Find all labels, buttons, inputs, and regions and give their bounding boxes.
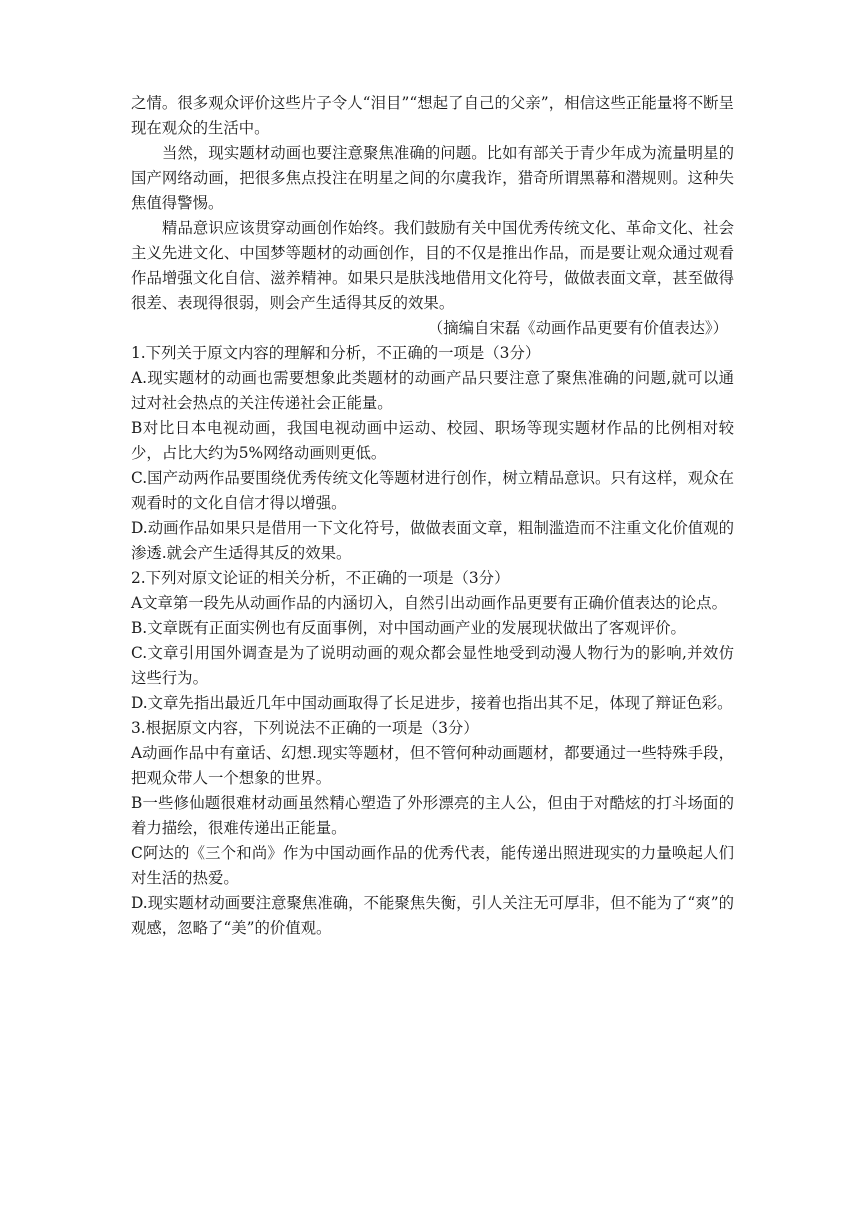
option-c: C.文章引用国外调查是为了说明动画的观众都会显性地受到动漫人物行为的影响,并效仿这些行为。: [131, 644, 734, 687]
option-d: D.文章先指出最近几年中国动画取得了长足进步，接着也指出其不足，体现了辩证色彩。: [131, 694, 733, 712]
option-a: A.现实题材的动画也需要想象此类题材的动画产品只要注意了聚焦准确的问题,就可以通过对社会热点的关注传递社会正能量。: [131, 369, 734, 412]
option-a: A文章第一段先从动画作品的内涵切入，自然引出动画作品更要有正确价值表达的论点。: [131, 594, 727, 612]
question-stem: 1.下列关于原文内容的理解和分析，不正确的一项是（3分）: [131, 344, 541, 362]
option-c: C.国产动两作品要围绕优秀传统文化等题材进行创作，树立精品意识。只有这样，观众在观看时的文化自信才得以增强。: [131, 469, 734, 512]
question-stem: 3.根据原文内容，下列说法不正确的一项是（3分）: [131, 719, 479, 737]
exam-page: [131, 91, 734, 941]
article-source: （摘编自宋磊《动画作品更要有价值表达》）: [427, 319, 728, 337]
option-c: C阿达的《三个和尚》作为中国动画作品的优秀代表，能传递出照进现实的力量唤起人们对生活的热爱。: [131, 844, 734, 887]
option-b: B对比日本电视动画，我国电视动画中运动、校园、职场等现实题材作品的比例相对较少，占比大约为5%网络动画则更低。: [131, 419, 734, 462]
article-paragraph-1: 之情。很多观众评价这些片子令人“泪目”“想起了自己的父亲”，相信这些正能量将不断呈现在观众的生活中。: [131, 94, 734, 137]
option-a: A动画作品中有童话、幻想.现实等题材，但不管何种动画题材，都要通过一些特殊手段，把观众带人一个想象的世界。: [131, 744, 734, 787]
question-2: [131, 566, 734, 716]
option-d: D.动画作品如果只是借用一下文化符号，做做表面文章，粗制滥造而不注重文化价值观的渗透.就会产生适得其反的效果。: [131, 519, 734, 562]
article-paragraph-2: 当然，现实题材动画也要注意聚焦准确的问题。比如有部关于青少年成为流量明星的国产网络动画，把很多焦点投注在明星之间的尔虞我诈，猎奇所谓黑幕和潜规则。这种失焦值得警惕。: [131, 144, 734, 212]
question-1: [131, 341, 734, 566]
article-paragraph-3: 精品意识应该贯穿动画创作始终。我们鼓励有关中国优秀传统文化、革命文化、社会主义先进文化、中国梦等题材的动画创作，目的不仅是推出作品，而是要让观众通过观看作品增强文化自信、滋养精神。如果只是肤浅地借用文化符号，做做表面文章，甚至做得很差、表现得很弱，则会产生适得其反的效果。: [131, 219, 734, 312]
option-b: B.文章既有正面实例也有反面事例，对中国动画产业的发展现状做出了客观评价。: [131, 619, 686, 637]
option-b: B一些修仙题很难材动画虽然精心塑造了外形漂亮的主人公，但由于对酷炫的打斗场面的着力描绘，很难传递出正能量。: [131, 794, 734, 837]
question-stem: 2.下列对原文论证的相关分析，不正确的一项是（3分）: [131, 569, 510, 587]
option-d: D.现实题材动画要注意聚焦准确，不能聚焦失衡，引人关注无可厚非，但不能为了“爽”的观感，忽略了“美”的价值观。: [131, 894, 734, 937]
question-3: [131, 716, 734, 941]
